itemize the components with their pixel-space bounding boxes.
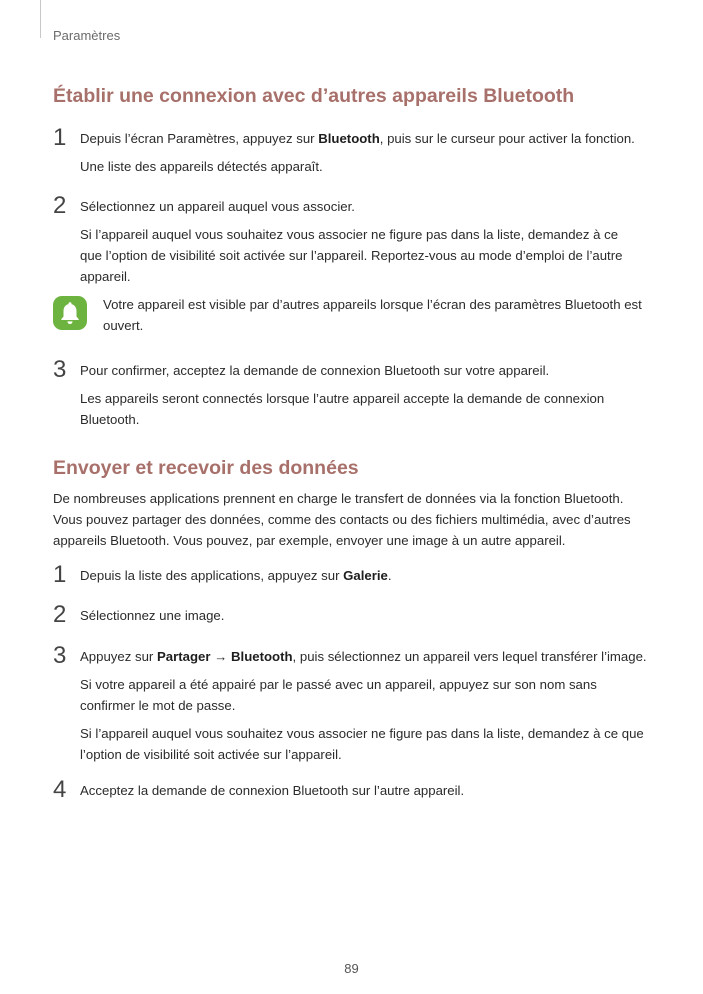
- step-body: [80, 780, 653, 801]
- running-header: Paramètres: [53, 28, 121, 43]
- bell-icon: [53, 296, 87, 330]
- step-body: [80, 565, 653, 586]
- step-instruction: Appuyez sur Partager → Bluetooth, puis sélectionnez un appareil vers lequel transférer l’image.: [80, 649, 647, 664]
- note-box: [53, 294, 653, 336]
- step-instruction: Sélectionnez un appareil auquel vous associer.: [80, 199, 355, 214]
- section-intro: De nombreuses applications prennent en charge le transfert de données via la fonction Bluetooth. Vous pouvez partager des données, comme des contacts ou des fichiers multimédia, avec d’autres appareils Bluetooth. Vous pouvez, par exemple, envoyer une image à un autre appareil.: [53, 491, 631, 548]
- step-body: [80, 646, 653, 765]
- step-3: [53, 642, 653, 765]
- step-2: [53, 601, 653, 628]
- step-instruction: Sélectionnez une image.: [80, 608, 225, 623]
- step-body: [80, 128, 653, 177]
- step-instruction: Depuis l’écran Paramètres, appuyez sur Bluetooth, puis sur le curseur pour activer la fonction.: [80, 131, 635, 146]
- step-number: 2: [53, 601, 67, 628]
- step-body: [80, 196, 653, 287]
- section-title-send-receive: Envoyer et recevoir des données: [53, 457, 359, 479]
- header-rule: [40, 0, 41, 38]
- step-number: 3: [53, 642, 67, 669]
- step-number: 4: [53, 776, 67, 803]
- bold-term-galerie: Galerie: [343, 568, 388, 583]
- step-detail: Les appareils seront connectés lorsque l’autre appareil accepte la demande de connexion Bluetooth.: [80, 391, 605, 427]
- step-1: [53, 124, 653, 177]
- step-1: [53, 561, 653, 588]
- step-instruction: Depuis la liste des applications, appuyez sur Galerie.: [80, 568, 392, 583]
- step-2: [53, 192, 653, 287]
- bold-term-partager: Partager: [156, 649, 211, 664]
- step-number: 1: [53, 124, 67, 151]
- step-instruction: Acceptez la demande de connexion Bluetooth sur l’autre appareil.: [80, 783, 465, 798]
- bold-term-bluetooth: Bluetooth: [318, 131, 380, 146]
- step-number: 1: [53, 561, 67, 588]
- step-number: 2: [53, 192, 67, 219]
- step-3: [53, 356, 653, 430]
- step-body: [80, 360, 653, 430]
- step-detail: Une liste des appareils détectés apparaît.: [80, 159, 323, 174]
- step-detail: Si votre appareil a été appairé par le passé avec un appareil, appuyez sur son nom sans confirmer le mot de passe.: [80, 677, 597, 713]
- step-number: 3: [53, 356, 67, 383]
- step-instruction: Pour confirmer, acceptez la demande de connexion Bluetooth sur votre appareil.: [80, 363, 550, 378]
- note-text: Votre appareil est visible par d’autres appareils lorsque l’écran des paramètres Bluetooth est ouvert.: [103, 297, 642, 333]
- page-number: 89: [344, 961, 359, 976]
- section-title-bluetooth-connection: Établir une connexion avec d’autres appareils Bluetooth: [53, 85, 575, 107]
- bold-term-bluetooth: Bluetooth: [231, 649, 293, 664]
- step-detail: Si l’appareil auquel vous souhaitez vous associer ne figure pas dans la liste, demandez à ce que l’option de visibilité soit activée sur l’appareil.: [80, 726, 644, 762]
- step-body: [80, 605, 653, 626]
- step-detail: Si l’appareil auquel vous souhaitez vous associer ne figure pas dans la liste, demandez à ce que l’option de visibilité soit activée sur l’appareil. Reportez-vous au mode d’emploi de l’autre appareil.: [80, 227, 623, 284]
- step-4: [53, 776, 653, 803]
